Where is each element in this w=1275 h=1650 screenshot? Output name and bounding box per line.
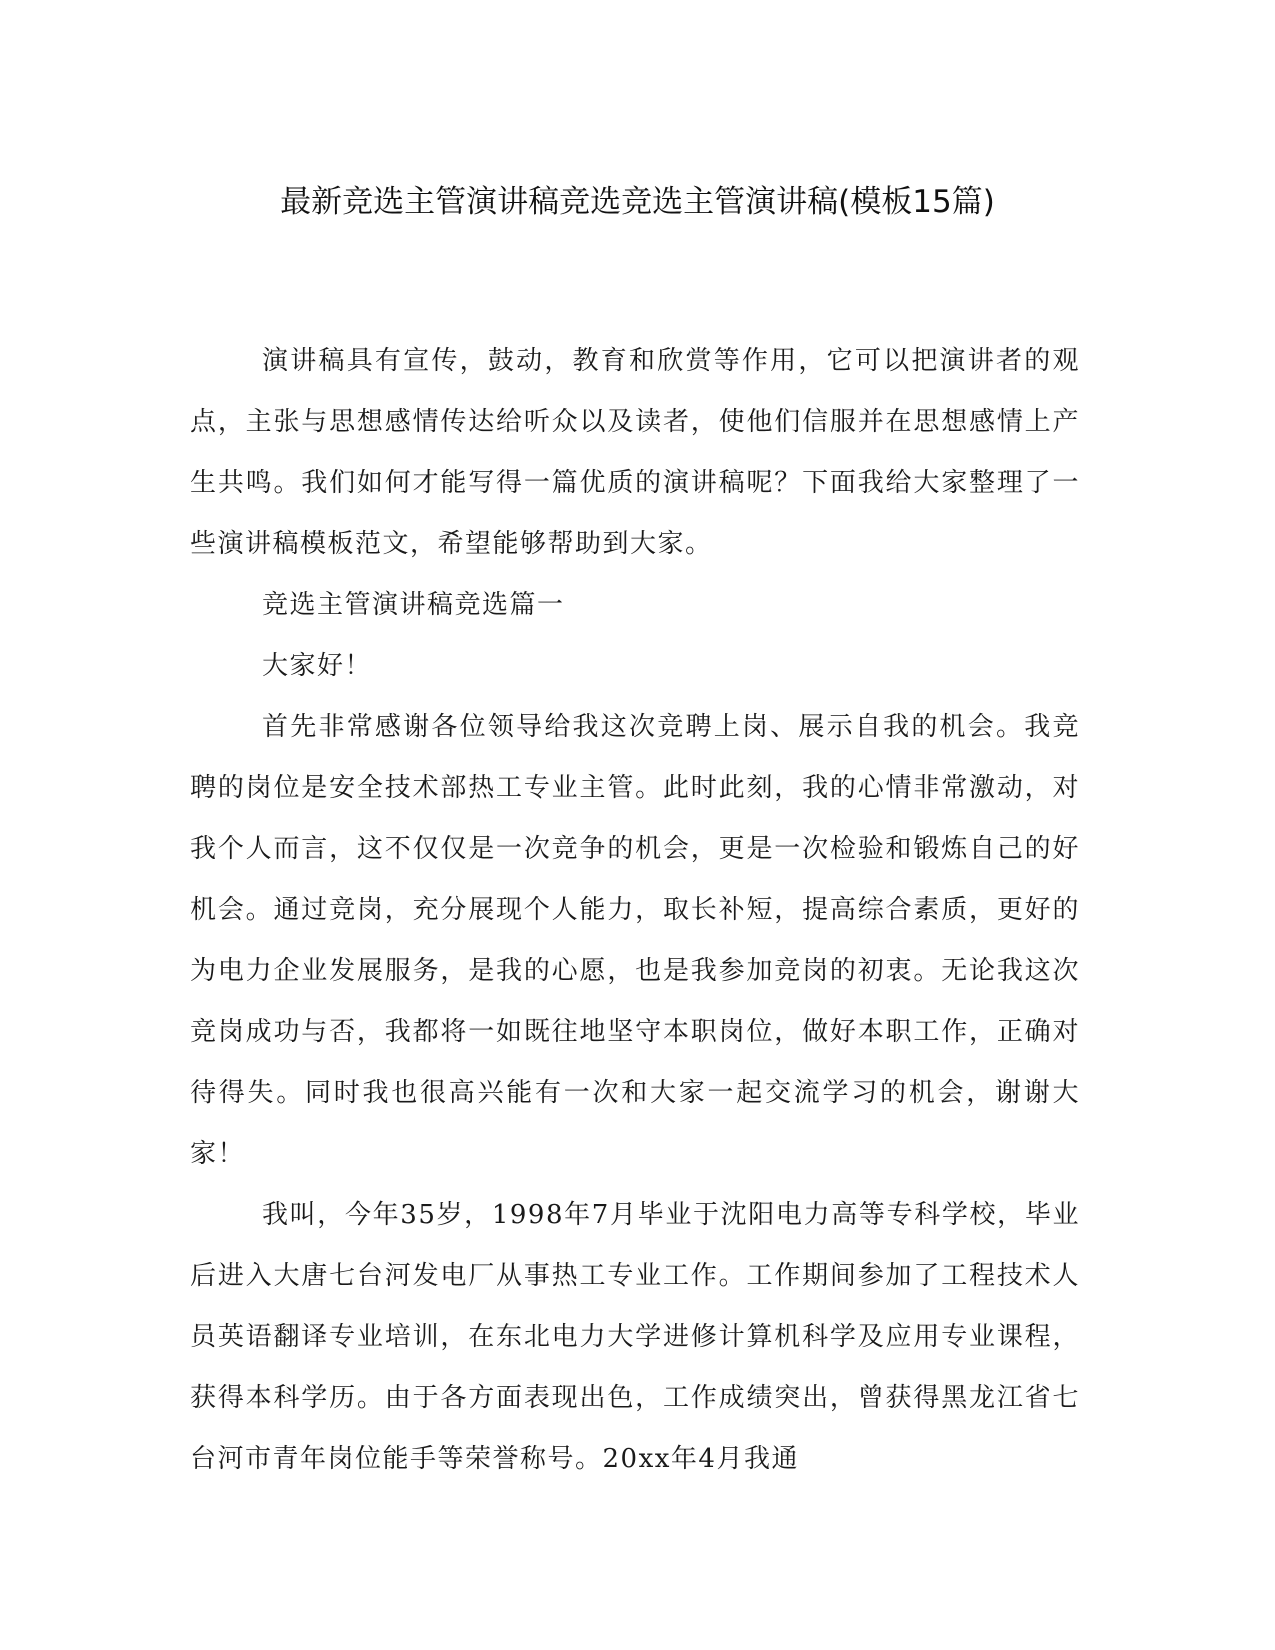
document-title: 最新竞选主管演讲稿竞选竞选主管演讲稿(模板15篇) bbox=[280, 184, 995, 220]
section-heading: 竞选主管演讲稿竞选篇一 bbox=[262, 590, 565, 620]
greeting-paragraph: 大家好！ bbox=[262, 651, 373, 681]
document-body bbox=[190, 331, 1080, 1490]
body-paragraph: 我叫，今年35岁，1998年7月毕业于沈阳电力高等专科学校，毕业后进入大唐七台河发电厂从事热工专业工作。工作期间参加了工程技术人员英语翻译专业培训，在东北电力大学进修计算机科学及应用专业课程，获得本科学历。由于各方面表现出色，工作成绩突出，曾获得黑龙江省七台河市青年岗位能手等荣誉称号。20xx年4月我通 bbox=[190, 1200, 1080, 1474]
body-paragraph: 首先非常感谢各位领导给我这次竞聘上岗、展示自我的机会。我竞聘的岗位是安全技术部热工专业主管。此时此刻，我的心情非常激动，对我个人而言，这不仅仅是一次竞争的机会，更是一次检验和锻炼自己的好机会。通过竞岗，充分展现个人能力，取长补短，提高综合素质，更好的为电力企业发展服务，是我的心愿，也是我参加竞岗的初衷。无论我这次竞岗成功与否，我都将一如既往地坚守本职岗位，做好本职工作，正确对待得失。同时我也很高兴能有一次和大家一起交流学习的机会，谢谢大家！ bbox=[190, 712, 1080, 1169]
intro-paragraph: 演讲稿具有宣传，鼓动，教育和欣赏等作用，它可以把演讲者的观点，主张与思想感情传达给听众以及读者，使他们信服并在思想感情上产生共鸣。我们如何才能写得一篇优质的演讲稿呢？下面我给大家整理了一些演讲稿模板范文，希望能够帮助到大家。 bbox=[190, 346, 1080, 559]
